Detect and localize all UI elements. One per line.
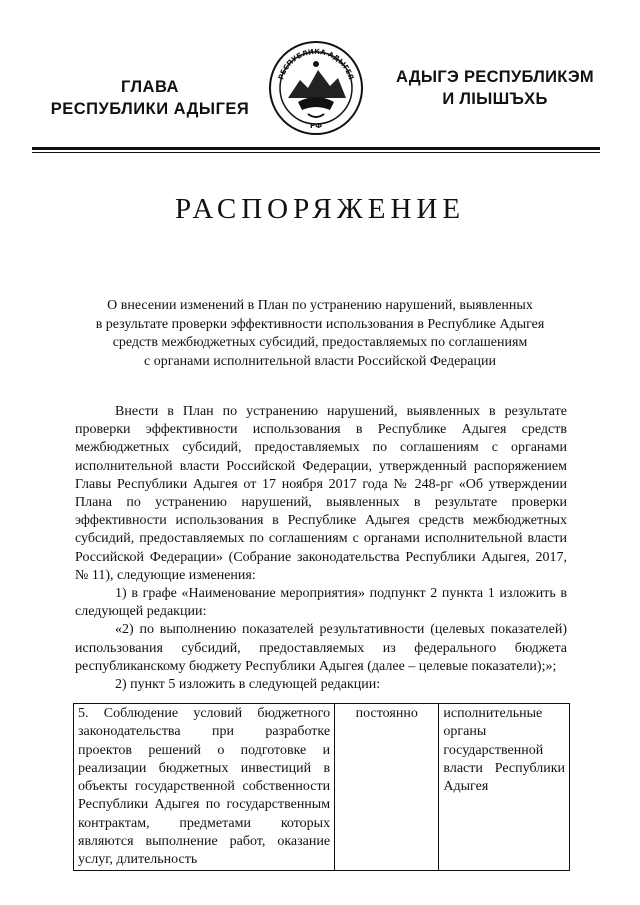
document-header bbox=[0, 40, 640, 150]
subject-line: средств межбюджетных субсидий, предоставляемых по соглашениям bbox=[112, 335, 528, 350]
document-title: РАСПОРЯЖЕНИЕ bbox=[174, 193, 466, 225]
coat-of-arms-emblem bbox=[268, 40, 364, 136]
subject-line: с органами исполнительной власти Российской Федерации bbox=[144, 353, 496, 369]
body-paragraph: «2) по выполнению показателей результативности (целевых показателей) использования субсидий, предоставляемых из федерального бюджета республиканскому бюджету Республики Адыгея (далее – целевые показатели);»; bbox=[75, 622, 567, 674]
plan-table bbox=[73, 703, 570, 871]
issuer-ru-line2: РЕСПУБЛИКИ АДЫГЕЯ bbox=[50, 100, 250, 118]
table-row bbox=[74, 704, 570, 871]
subject-line: О внесении изменений в План по устранению нарушений, выявленных bbox=[107, 298, 533, 313]
issuer-ru bbox=[40, 76, 260, 120]
header-divider-thin bbox=[32, 152, 600, 153]
svg-text:РФ: РФ bbox=[309, 122, 323, 130]
table-cell-measure: 5. Соблюдение условий бюджетного законодательства при разработке проектов решений о подготовке и реализации бюджетных инвестиций в объекты государственной собственности Республики Адыгея по государственным контрактам, предметами которых являются выполнение работ, оказание услуг, длительность bbox=[74, 704, 335, 871]
svg-text:РЕСПУБЛИКА АДЫГЕЯ: РЕСПУБЛИКА АДЫГЕЯ bbox=[277, 47, 355, 81]
issuer-ru-line1: ГЛАВА bbox=[121, 78, 179, 96]
table-cell-term: постоянно bbox=[335, 704, 439, 871]
issuer-adyghe-line2: И ЛІЫШЪХЬ bbox=[442, 90, 548, 108]
header-divider-thick bbox=[32, 147, 600, 150]
table-cell-executor: исполнительные органы государственной власти Республики Адыгея bbox=[439, 704, 570, 871]
body-paragraph: Внести в План по устранению нарушений, выявленных в результате проверки эффективности использования в Республике Адыгея средств межбюджетных субсидий, предоставляемых по соглашениям с органами исполнительной власти Российской Федерации, утвержденный распоряжением Главы Республики Адыгея от 17 ноября 2017 года № 248-рг «Об утверждении Плана по устранению нарушений, выявленных в результате проверки эффективности использования в Республике Адыгея средств межбюджетных субсидий, предоставляемых по соглашениям с органами исполнительной власти Российской Федерации» (Собрание законодательства Республики Адыгея, 2017, № 11), следующие изменения: bbox=[75, 404, 567, 583]
issuer-adyghe bbox=[380, 66, 610, 110]
document-body bbox=[75, 403, 567, 694]
body-paragraph: 1) в графе «Наименование мероприятия» подпункт 2 пункта 1 изложить в следующей редакции: bbox=[75, 586, 567, 620]
subject-line: в результате проверки эффективности использования в Республике Адыгея bbox=[95, 316, 545, 332]
body-paragraph: 2) пункт 5 изложить в следующей редакции: bbox=[115, 677, 381, 693]
document-subject bbox=[60, 297, 580, 371]
issuer-adyghe-line1: АДЫГЭ РЕСПУБЛИКЭМ bbox=[396, 68, 594, 86]
